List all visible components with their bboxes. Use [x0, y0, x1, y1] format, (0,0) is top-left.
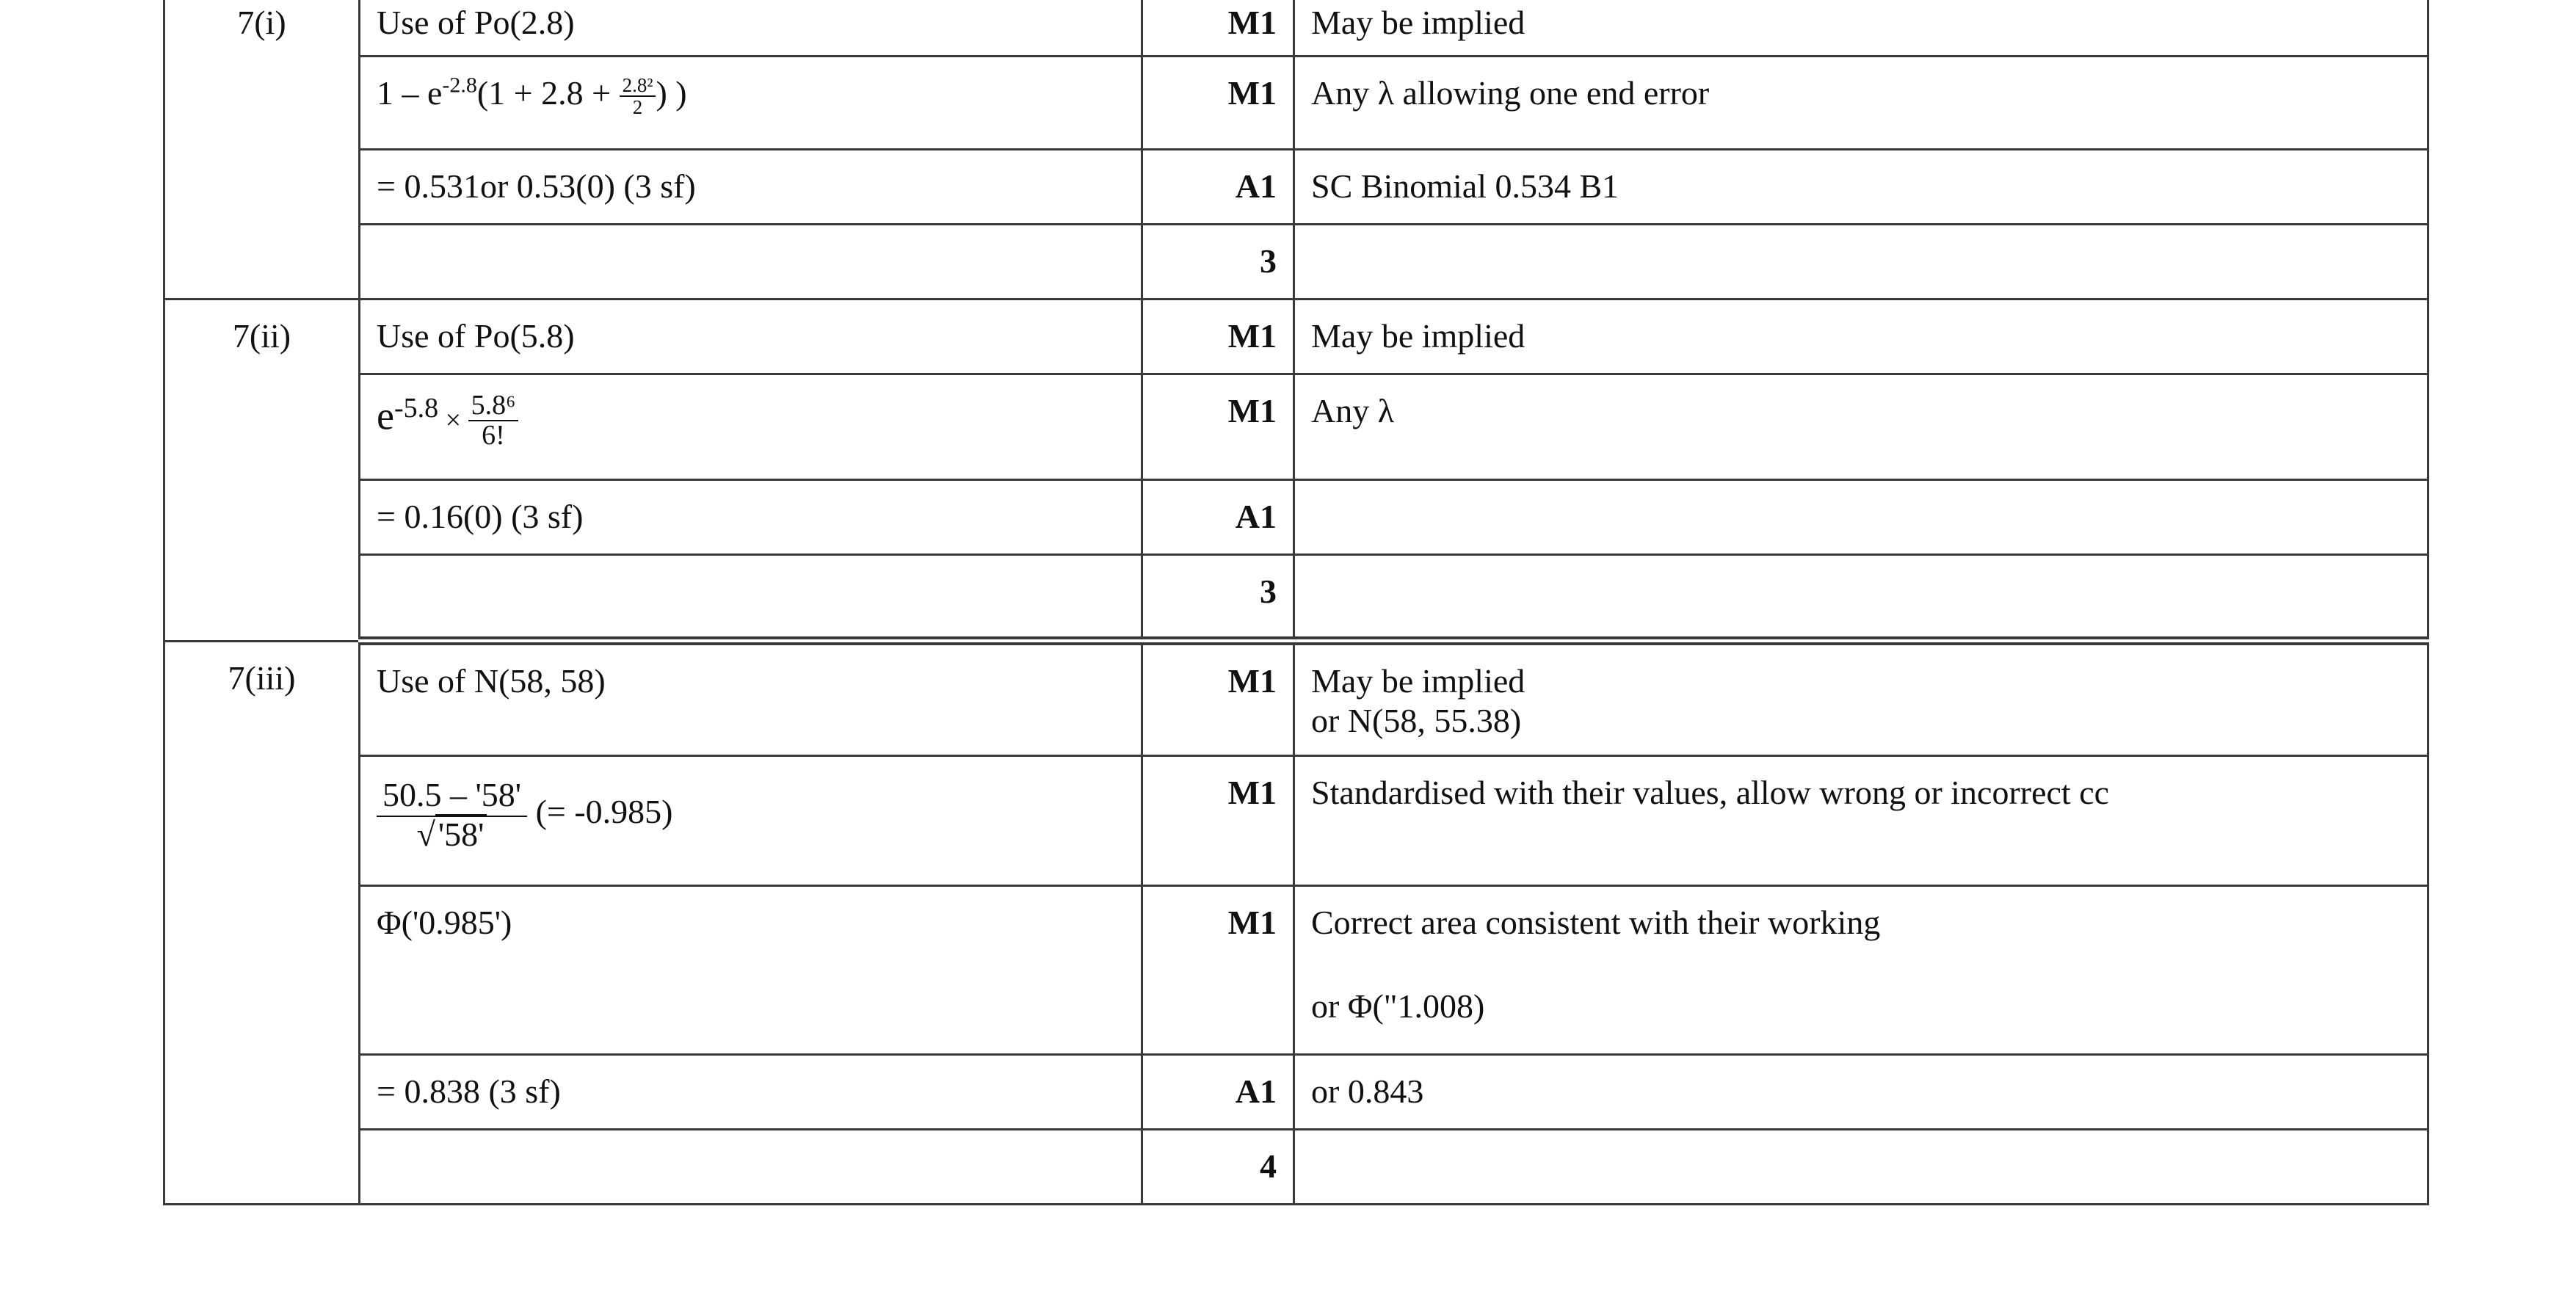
- answer-cell: [360, 224, 1142, 299]
- table-row: [164, 1054, 2428, 1129]
- table-row: [164, 0, 2428, 56]
- comment-line: Correct area consistent with their working: [1311, 903, 1881, 941]
- comment-cell: Any λ allowing one end error: [1294, 56, 2428, 149]
- comment-cell: May be implied: [1294, 0, 2428, 56]
- formula-text: ) ): [656, 73, 687, 112]
- table-row: [164, 374, 2428, 479]
- comment-cell: [1294, 1129, 2428, 1204]
- comment-cell: [1294, 885, 2428, 1054]
- table-row: [164, 554, 2428, 641]
- sqrt-symbol: √'58': [417, 817, 487, 852]
- answer-cell: [360, 374, 1142, 479]
- question-label: 7(i): [164, 0, 360, 299]
- comment-line: or N(58, 55.38): [1311, 702, 1522, 739]
- answer-cell: = 0.531or 0.53(0) (3 sf): [360, 149, 1142, 224]
- table-row: [164, 479, 2428, 554]
- mark-cell: M1: [1142, 755, 1294, 885]
- total-mark-cell: 4: [1142, 1129, 1294, 1204]
- table-row: [164, 299, 2428, 374]
- table-row: [164, 641, 2428, 755]
- formula-exponent: -2.8: [442, 73, 477, 98]
- radicand: '58': [435, 814, 487, 853]
- comment-cell: SC Binomial 0.534 B1: [1294, 149, 2428, 224]
- mark-cell: M1: [1142, 374, 1294, 479]
- table-row: [164, 755, 2428, 885]
- fraction-numerator: 50.5 – '58': [377, 777, 527, 817]
- mark-cell: M1: [1142, 0, 1294, 56]
- answer-cell: [360, 1129, 1142, 1204]
- comment-cell: [1294, 479, 2428, 554]
- comment-cell: Standardised with their values, allow wrong or incorrect cc: [1294, 755, 2428, 885]
- answer-cell: Use of Po(5.8): [360, 299, 1142, 374]
- formula-text: (= -0.985): [535, 792, 673, 830]
- fraction: [620, 75, 656, 118]
- fraction-numerator: 2.8²: [620, 75, 656, 97]
- comment-cell: [1294, 641, 2428, 755]
- question-label: 7(iii): [164, 641, 360, 1204]
- answer-cell: Φ('0.985'): [360, 885, 1142, 1054]
- question-label: 7(ii): [164, 299, 360, 641]
- comment-cell: Any λ: [1294, 374, 2428, 479]
- table-row: [164, 149, 2428, 224]
- comment-cell: May be implied: [1294, 299, 2428, 374]
- answer-cell: Use of Po(2.8): [360, 0, 1142, 56]
- table-row: [164, 1129, 2428, 1204]
- formula-operator: ×: [438, 404, 468, 435]
- fraction-denominator: 2: [632, 95, 643, 118]
- comment-cell: [1294, 224, 2428, 299]
- mark-cell: M1: [1142, 56, 1294, 149]
- answer-cell: [360, 56, 1142, 149]
- comment-cell: [1294, 554, 2428, 641]
- answer-cell: Use of N(58, 58): [360, 641, 1142, 755]
- formula-text: e: [377, 393, 394, 438]
- fraction: [468, 391, 519, 451]
- table-row: [164, 56, 2428, 149]
- formula-text: 1 – e: [377, 73, 443, 112]
- fraction-denominator: 6!: [482, 420, 505, 451]
- total-mark-cell: 3: [1142, 554, 1294, 641]
- answer-cell: = 0.16(0) (3 sf): [360, 479, 1142, 554]
- table-row: [164, 224, 2428, 299]
- formula-exponent: -5.8: [393, 392, 439, 424]
- comment-line: May be implied: [1311, 662, 1525, 700]
- mark-cell: A1: [1142, 1054, 1294, 1129]
- fraction: [377, 777, 527, 853]
- answer-cell: = 0.838 (3 sf): [360, 1054, 1142, 1129]
- mark-cell: A1: [1142, 149, 1294, 224]
- answer-cell: [360, 755, 1142, 885]
- total-mark-cell: 3: [1142, 224, 1294, 299]
- table-row: [164, 885, 2428, 1054]
- mark-cell: M1: [1142, 885, 1294, 1054]
- markscheme-table: [163, 0, 2429, 1205]
- comment-cell: or 0.843: [1294, 1054, 2428, 1129]
- fraction-numerator: 5.8⁶: [468, 391, 519, 422]
- fraction-denominator: [377, 817, 527, 852]
- comment-line: or Φ("1.008): [1311, 987, 1485, 1025]
- answer-cell: [360, 554, 1142, 641]
- mark-cell: A1: [1142, 479, 1294, 554]
- markscheme-document: [163, 0, 2427, 1205]
- formula-text: (1 + 2.8 +: [476, 73, 620, 112]
- mark-cell: M1: [1142, 299, 1294, 374]
- mark-cell: M1: [1142, 641, 1294, 755]
